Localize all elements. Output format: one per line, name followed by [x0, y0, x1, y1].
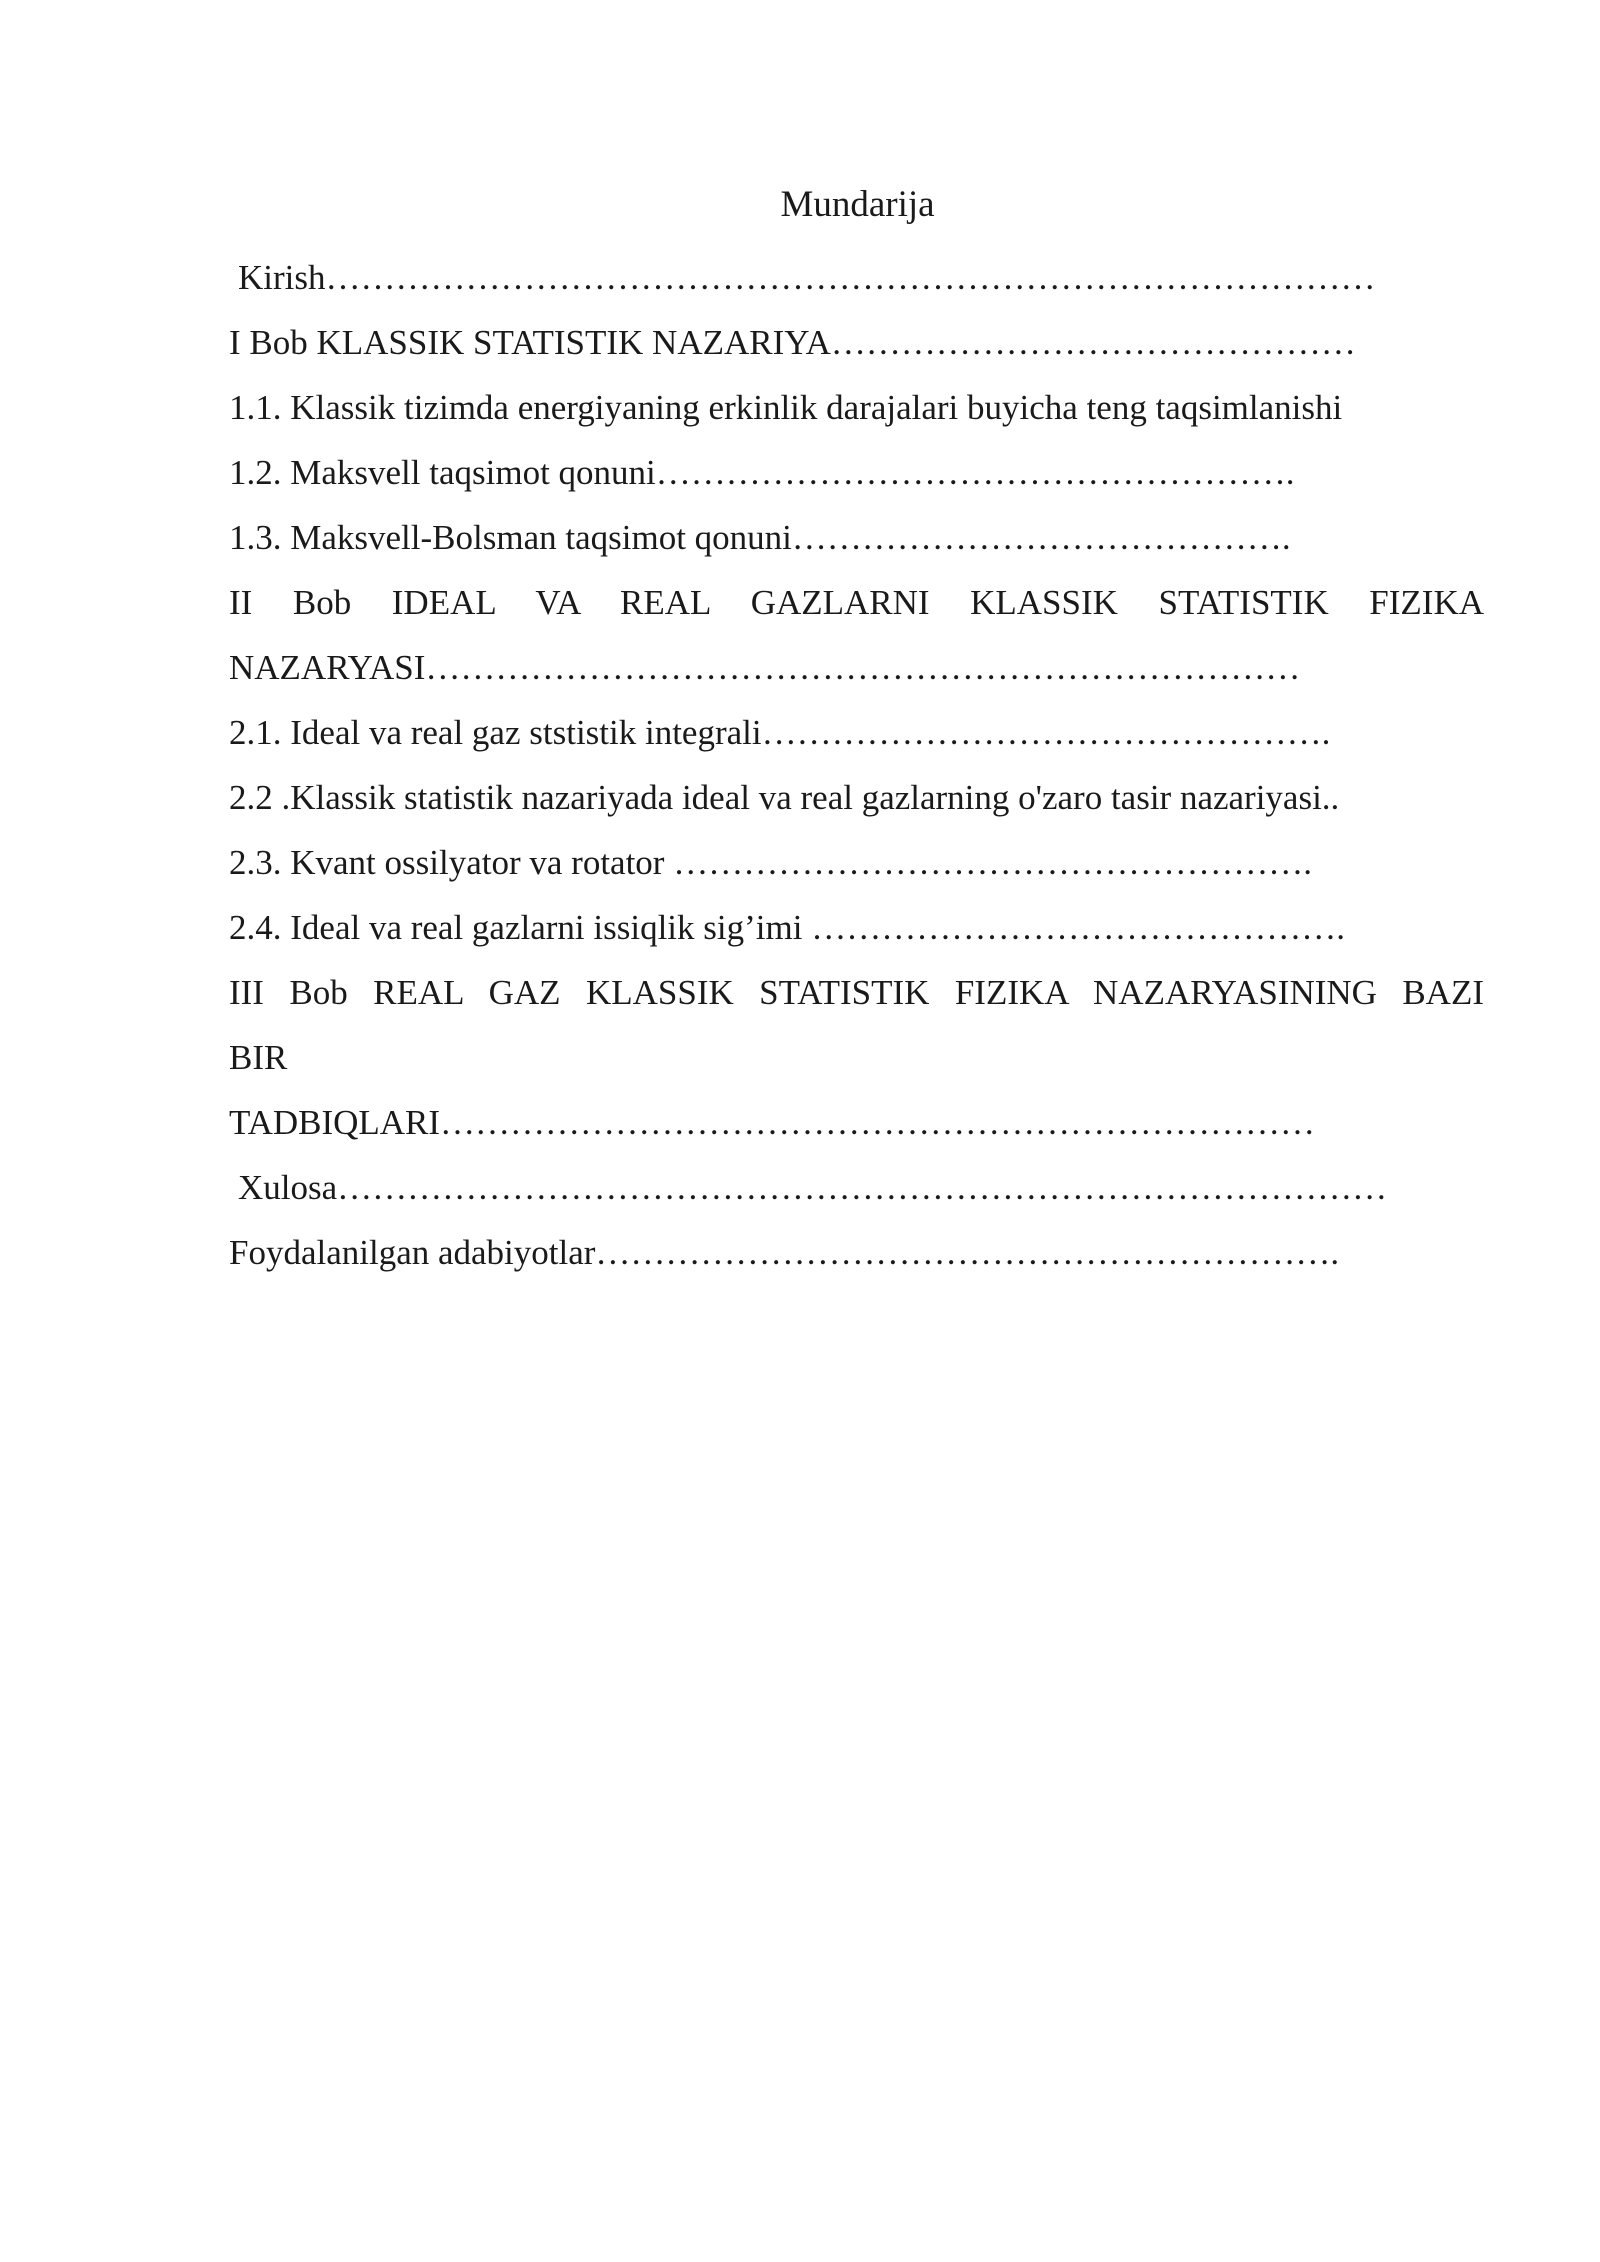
- toc-entry-chapter-3: III Bob REAL GAZ KLASSIK STATISTIK FIZIKA NAZARYASINING BAZI: [229, 973, 1484, 1012]
- toc-entry-1-3: 1.3. Maksvell-Bolsman taqsimot qonuni…………………………………….: [229, 518, 1291, 557]
- toc-entry-references: Foydalanilgan adabiyotlar……………………………………………………….: [229, 1233, 1340, 1272]
- toc-entry-chapter-3-cont-2: TADBIQLARI…………………………………………………………………: [229, 1103, 1316, 1142]
- toc-entry-kirish: Kirish………………………………………………………………………………: [238, 258, 1376, 297]
- toc-entry-xulosa: Xulosa………………………………………………………………………………: [238, 1168, 1388, 1207]
- toc-entry-chapter-2-cont: NAZARYASI…………………………………………………………………: [229, 648, 1301, 687]
- toc-entry-2-2: 2.2 .Klassik statistik nazariyada ideal va real gazlarning o'zaro tasir nazariyasi..: [229, 778, 1340, 817]
- toc-entry-chapter-2: II Bob IDEAL VA REAL GAZLARNI KLASSIK STATISTIK FIZIKA: [229, 583, 1484, 622]
- toc-entry-2-1: 2.1. Ideal va real gaz ststistik integrali………………………………………….: [229, 713, 1331, 752]
- toc-entry-chapter-3-cont: BIR: [229, 1038, 288, 1077]
- toc-entry-1-2: 1.2. Maksvell taqsimot qonuni……………………………………………….: [229, 453, 1295, 492]
- toc-entry-chapter-1: I Bob KLASSIK STATISTIK NAZARIYA………………………………………: [229, 323, 1356, 362]
- toc-entry-2-3: 2.3. Kvant ossilyator va rotator ……………………………………………….: [229, 843, 1312, 882]
- toc-title: Mundarija: [780, 184, 935, 225]
- toc-entry-2-4: 2.4. Ideal va real gazlarni issiqlik sig’imi ……………………………………….: [229, 908, 1345, 947]
- table-of-contents: [229, 245, 1484, 1285]
- toc-entry-1-1: 1.1. Klassik tizimda energiyaning erkinlik darajalari buyicha teng taqsimlanishi: [229, 388, 1343, 427]
